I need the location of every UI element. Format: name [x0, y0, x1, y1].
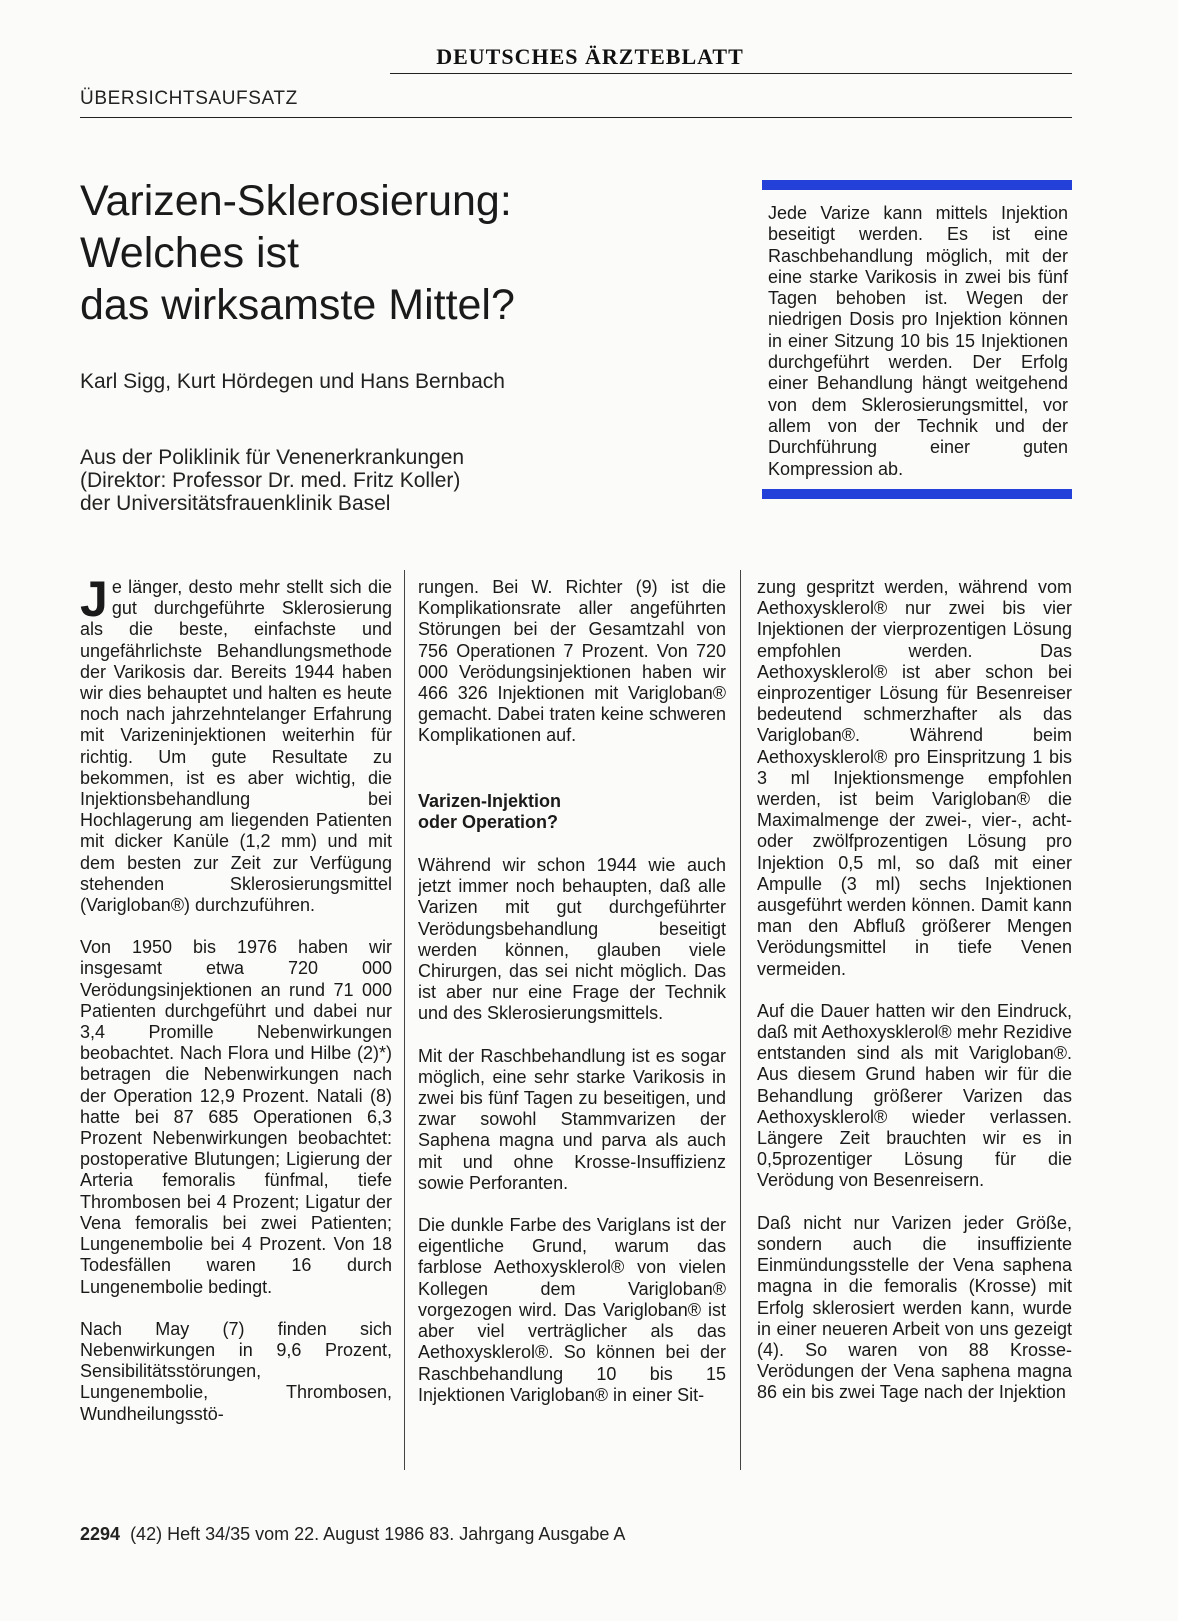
column-separator	[740, 570, 741, 1470]
column-separator	[404, 570, 405, 1470]
paragraph: Die dunkle Farbe des Variglans ist der eigentliche Grund, warum das farblose Aethoxysklerol® von vielen Kollegen dem Varigloban® vorgezogen wird. Das Varigloban® ist aber viel verträglicher als das Aethoxysklerol®. So können bei der Raschbehandlung 10 bis 15 Injektionen Varigloban® in einer Sit-	[418, 1215, 726, 1405]
journal-name: DEUTSCHES ÄRZTEBLATT	[436, 44, 744, 69]
page-footer	[80, 1524, 625, 1545]
authors: Karl Sigg, Kurt Hördegen und Hans Bernbach	[80, 370, 505, 393]
body-column-1	[80, 577, 392, 1497]
paragraph: Nach May (7) finden sich Nebenwirkungen in 9,6 Prozent, Sensibilitätsstörungen, Lungenembolie, Thrombosen, Wundheilungsstö-	[80, 1318, 392, 1424]
heading-line: Varizen-Injektion	[418, 790, 562, 811]
section-heading	[418, 791, 726, 833]
drop-cap: J	[80, 577, 108, 627]
paragraph	[80, 577, 392, 916]
title-line: Welches ist	[80, 229, 300, 277]
header-rule	[390, 73, 1072, 74]
affiliation-line: Aus der Poliklinik für Venenerkrankungen	[80, 446, 465, 469]
paragraph-text: e länger, desto mehr stellt sich die gut durchgeführte Sklerosierung als die beste, einfachste und ungefährlichste Behandlungsmethode der Varikosis dar. Bereits 1944 haben wir dies behauptet und halten es heute noch nach jahrzehntelanger Erfahrung mit Varizeninjektionen weiterhin für richtig. Um gute Resultate zu bekommen, ist es aber wichtig, die Injektionsbehandlung bei Hochlagerung am liegenden Patienten mit dicker Kanüle (1,2 mm) und mit dem besten zur Zeit zur Verfügung stehenden Sklerosierungsmittel (Varigloban®) durchzuführen.	[80, 577, 392, 916]
abstract-top-bar	[762, 180, 1072, 190]
issue-info: (42) Heft 34/35 vom 22. August 1986 83. Jahrgang Ausgabe A	[130, 1524, 626, 1544]
paragraph: Mit der Raschbehandlung ist es sogar möglich, eine sehr starke Varikosis in zwei bis fünf Tagen zu beseitigen, und zwar sowohl Stammvarizen der Saphena magna und parva als auch mit und ohne Krosse-Insuffizienz sowie Perforanten.	[418, 1045, 726, 1193]
affiliation-line: der Universitätsfrauenklinik Basel	[80, 492, 391, 515]
paragraph: zung gespritzt werden, während vom Aethoxysklerol® nur zwei bis vier Injektionen der vierprozentigen Lösung empfohlen werden. Das Aethoxysklerol® ist aber schon bei einprozentiger Lösung für Besenreiser bedeutend schmerzhafter als das Varigloban®. Während beim Aethoxysklerol® pro Einspritzung 1 bis 3 ml Injektionsmenge empfohlen werden, ist beim Varigloban® die Maximalmenge der zwei-, vier-, acht- oder zwölfprozentigen Lösung pro Injektion 0,5 ml, so daß mit einer Ampulle (3 ml) sechs Injektionen ausgeführt werden können. Damit kann man den Abfluß größerer Mengen Verödungsmittel in tiefe Venen vermeiden.	[757, 577, 1072, 979]
title-line: das wirksamste Mittel?	[80, 281, 515, 329]
article-title	[80, 175, 700, 331]
affiliation-line: (Direktor: Professor Dr. med. Fritz Koller)	[80, 469, 461, 492]
paragraph: rungen. Bei W. Richter (9) ist die Komplikationsrate aller angeführten Störungen bei der Gesamtzahl von 756 Operationen 7 Prozent. Von 720 000 Verödungsinjektionen haben wir 466 326 Injektionen mit Varigloban® gemacht. Dabei traten keine schweren Komplikationen auf.	[418, 577, 726, 746]
section-rule	[80, 117, 1072, 118]
section-label: ÜBERSICHTSAUFSATZ	[80, 88, 298, 109]
paragraph: Daß nicht nur Varizen jeder Größe, sondern auch die insuffiziente Einmündungsstelle der Vena saphena magna in die femoralis (Krosse) mit Erfolg sklerosiert werden kann, wurde in einer neueren Arbeit von uns gezeigt (4). So waren von 88 Krosse-Verödungen der Vena saphena magna 86 ein bis zwei Tage nach der Injektion	[757, 1212, 1072, 1403]
affiliation	[80, 446, 640, 515]
page-number: 2294	[80, 1524, 121, 1544]
heading-line: oder Operation?	[418, 811, 559, 832]
body-column-2	[418, 577, 726, 1497]
paragraph: Während wir schon 1944 wie auch jetzt immer noch behaupten, daß alle Varizen mit gut durchgeführter Verödungsbehandlung beseitigt werden können, glauben viele Chirurgen, das sei nicht möglich. Das ist aber nur eine Frage der Technik und des Sklerosierungsmittels.	[418, 855, 726, 1024]
title-line: Varizen-Sklerosierung:	[80, 177, 512, 225]
body-column-3	[757, 577, 1072, 1497]
paragraph: Von 1950 bis 1976 haben wir insgesamt etwa 720 000 Verödungsinjektionen an rund 71 000 Patienten durchgeführt und dabei nur 3,4 Promille Nebenwirkungen beobachtet. Nach Flora und Hilbe (2)*) betragen die Nebenwirkungen nach der Operation 12,9 Prozent. Natali (8) hatte bei 87 685 Operationen 6,3 Prozent Nebenwirkungen beobachtet: postoperative Blutungen; Ligierung der Arteria femoralis fünfmal, tiefe Thrombosen bei 4 Prozent; Ligatur der Vena femoralis bei zwei Patienten; Lungenembolie bei 4 Prozent. Von 18 Todesfällen waren 16 durch Lungenembolie bedingt.	[80, 937, 392, 1297]
abstract-box: Jede Varize kann mittels Injektion beseitigt werden. Es ist eine Raschbehandlung möglich, mit der eine starke Varikosis in zwei bis fünf Tagen behoben ist. Wegen der niedrigen Dosis pro Injektion können in einer Sitzung 10 bis 15 Injektionen durchgeführt werden. Der Erfolg einer Behandlung hängt weitgehend von dem Sklerosierungsmittel, vor allem von der Technik und der Durchführung einer guten Kompression ab.	[768, 203, 1068, 479]
paragraph: Auf die Dauer hatten wir den Eindruck, daß mit Aethoxysklerol® mehr Rezidive entstanden sind als mit Varigloban®. Aus diesem Grund haben wir für die Behandlung größerer Varizen das Aethoxysklerol® wieder verlassen. Längere Zeit brauchten wir es in 0,5prozentiger Lösung für die Verödung von Besenreisern.	[757, 1000, 1072, 1191]
abstract-bottom-bar	[762, 489, 1072, 499]
